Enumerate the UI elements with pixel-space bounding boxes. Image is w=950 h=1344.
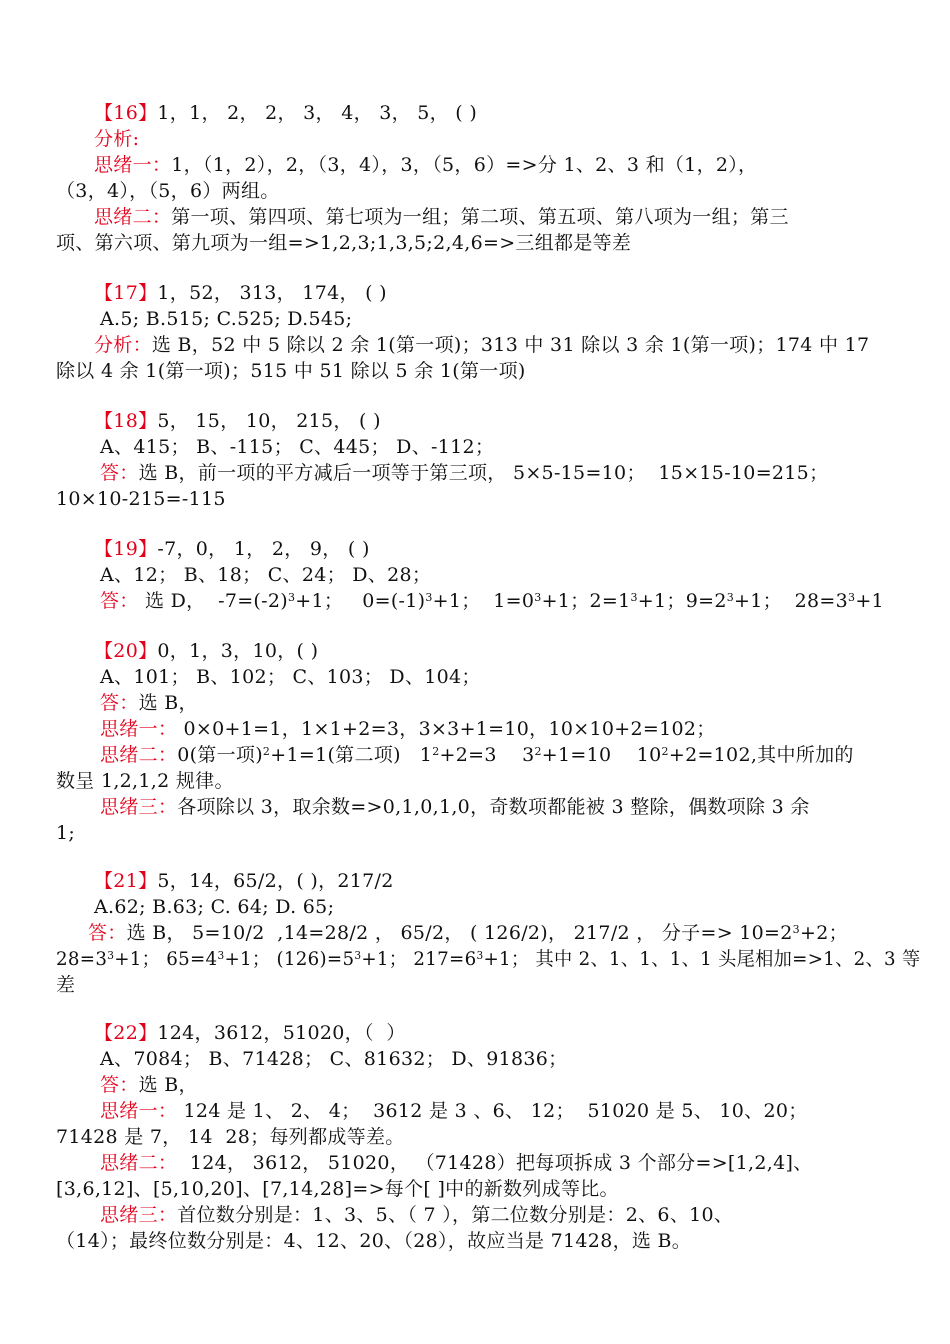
q21-answer-part: +1； 其中 2、1、1、1、1 头尾相加=>1、2、3 等 [483,948,921,970]
q20-thought2-part: +1=1(第二项) 1 [270,744,433,766]
exponent: 2 [262,745,271,758]
exponent: 3 [107,949,115,962]
q17-number: 【17】 [94,282,158,304]
q19-answer-part: +1 [855,590,884,612]
q20-thought1-label: 思绪一： [100,718,178,740]
q19-answer [100,588,884,614]
q18-answer-text: 选 B，前一项的平方减后一项等于第三项， 5×5-15=10； 15×15-10=215； [138,462,829,484]
q20-thought2-label: 思绪二： [100,744,178,766]
q22-number: 【22】 [94,1022,158,1044]
q19-answer-part: +1； 1=0 [432,590,535,612]
q21-answer-part: +2； [799,922,848,944]
q22-sequence: 124，3612，51020，（ ） [157,1022,406,1044]
q21-options: A.62; B.63; C. 64; D. 65; [94,896,335,918]
q16-heading [94,100,477,126]
q22-thought1 [100,1098,808,1124]
q22-thought3-label: 思绪三： [100,1204,178,1226]
q19-answer-text [139,590,884,612]
q18-options: A、415； B、-115； C、445； D、-112； [100,436,495,458]
q22-options: A、7084； B、71428； C、81632； D、91836； [100,1048,568,1070]
exponent: 3 [726,591,735,604]
q21-number: 【21】 [94,870,158,892]
q20-thought2-part: 0(第一项) [177,744,263,766]
q17-heading [94,280,387,306]
q18-sequence: 5， 15， 10， 215， ( ) [157,410,381,432]
q19-answer-part: +1；2=1 [541,590,631,612]
q17-sequence: 1，52， 313， 174， ( ) [157,282,387,304]
q20-thought2-part: +2=102,其中所加的 [668,744,854,766]
q21-answer-cont [56,946,921,972]
q18-answer [100,460,828,486]
q22-answer-text: 选 B， [138,1074,198,1096]
q20-heading [94,638,318,664]
exponent: 2 [432,745,440,758]
q19-answer-part: +1；9=2 [637,590,727,612]
q22-heading [94,1020,406,1046]
q20-number: 【20】 [94,640,158,662]
q16-thought1-label: 思绪一： [94,154,172,176]
q18-answer-cont: 10×10-215=-115 [56,488,226,510]
q16-number: 【16】 [94,102,158,124]
q20-thought3 [100,794,810,820]
q16-sequence: 1，1， 2， 2， 3， 4， 3， 5， ( ) [157,102,478,124]
q22-thought3-text: 首位数分别是：1、3、5、（ 7 ），第二位数分别是：2、6、10、 [177,1204,734,1226]
q20-thought2-part: +2=3 3 [439,744,535,766]
exponent: 3 [630,591,638,604]
q16-thought1-text: 1，（1，2），2，（3，4），3，（5，6）=>分 1、2、3 和（1，2）， [171,154,758,176]
q18-heading [94,408,381,434]
q21-answer-part: 选 B， 5=10/2 ,14=28/2 ， 65/2， ( 126/2)， 217/2 ， 分子=> 10=2 [126,922,793,944]
q22-thought2-text: 124， 3612， 51020， （71428）把每项拆成 3 个部分=>[1,2,4]、 [177,1152,813,1174]
q20-answer-text: 选 B， [138,692,198,714]
q21-answer-part: +1； (126)=5 [224,948,355,970]
q20-answer-label: 答： [100,692,139,714]
q22-thought1-text: 124 是 1、 2、 4； 3612 是 3 、6、 12； 51020 是 5、 10、20； [177,1100,808,1122]
q17-analysis [94,332,869,358]
exponent: 3 [217,949,225,962]
q20-thought2-part: +1=10 10 [541,744,662,766]
exponent: 3 [848,591,856,604]
q16-thought2 [94,204,789,230]
q22-thought3 [100,1202,733,1228]
exponent: 3 [354,949,362,962]
q22-thought2-label: 思绪二： [100,1152,178,1174]
q20-sequence: 0，1，3，10，( ) [157,640,319,662]
exponent: 3 [534,591,542,604]
q19-sequence: -7，0， 1， 2， 9， ( ) [157,538,370,560]
q19-heading [94,536,370,562]
q20-answer [100,690,198,716]
q20-thought3-cont: 1; [56,822,76,844]
q16-thought1 [94,152,757,178]
q16-thought2-label: 思绪二： [94,206,172,228]
q18-number: 【18】 [94,410,158,432]
q20-options: A、101； B、102； C、103； D、104； [100,666,481,688]
q20-thought1-text: 0×0+1=1，1×1+2=3，3×3+1=10，10×10+2=102； [177,718,716,740]
q17-analysis-cont: 除以 4 余 1(第一项)；515 中 51 除以 5 余 1(第一项) [56,360,526,382]
q20-thought2-cont: 数呈 1,2,1,2 规律。 [56,770,234,792]
q19-answer-part: +1； 28=3 [734,590,848,612]
q21-answer-cont2: 差 [56,974,76,996]
q21-answer-text [127,922,848,944]
q22-answer [100,1072,198,1098]
q21-answer-label: 答： [88,922,127,944]
q21-answer-part: +1； 65=4 [114,948,218,970]
q21-answer-part: 28=3 [56,948,108,970]
q16-thought2-text: 第一项、第四项、第七项为一组；第二项、第五项、第八项为一组；第三 [171,206,789,228]
q20-thought1 [100,716,716,742]
exponent: 3 [425,591,433,604]
q19-answer-label: 答： [100,590,139,612]
q19-options: A、12； B、18； C、24； D、28； [100,564,432,586]
q16-thought2-cont: 项、第六项、第九项为一组=>1,2,3;1,3,5;2,4,6=>三组都是等差 [56,232,632,254]
exponent: 3 [476,949,484,962]
q17-options: A.5; B.515; C.525; D.545; [100,308,353,330]
q22-thought2 [100,1150,812,1176]
q22-thought2-cont: [3,6,12]、[5,10,20]、[7,14,28]=>每个[ ]中的新数列成等比。 [56,1178,619,1200]
exponent: 3 [287,591,296,604]
q21-answer [88,920,848,946]
q20-thought2-text [177,744,853,766]
q19-answer-part: +1； 0=(-1) [295,590,426,612]
q18-answer-label: 答： [100,462,139,484]
q20-thought2 [100,742,854,768]
q20-thought3-text: 各项除以 3，取余数=>0,1,0,1,0，奇数项都能被 3 整除，偶数项除 3 余 [177,796,810,818]
q21-answer-part: +1； 217=6 [361,948,477,970]
q22-thought1-label: 思绪一： [100,1100,178,1122]
q19-number: 【19】 [94,538,158,560]
q22-thought3-cont: （14）；最终位数分别是：4、12、20、（28），故应当是 71428，选 B。 [56,1230,692,1252]
exponent: 2 [661,745,669,758]
q17-analysis-text: 选 B，52 中 5 除以 2 余 1(第一项)；313 中 31 除以 3 余 1(第一项)；174 中 17 [151,334,870,356]
q17-analysis-label: 分析： [94,334,152,356]
q22-thought1-cont: 71428 是 7， 14 28；每列都成等差。 [56,1126,405,1148]
q22-answer-label: 答： [100,1074,139,1096]
q16-thought1-cont: （3，4），（5，6）两组。 [56,180,280,202]
q21-heading [94,868,394,894]
q21-sequence: 5，14，65/2，( )，217/2 [157,870,394,892]
exponent: 3 [792,923,800,936]
q16-analysis-label: 分析: [94,128,140,150]
q20-thought3-label: 思绪三： [100,796,178,818]
exponent: 2 [534,745,542,758]
q19-answer-part: 选 D， -7=(-2) [138,590,288,612]
